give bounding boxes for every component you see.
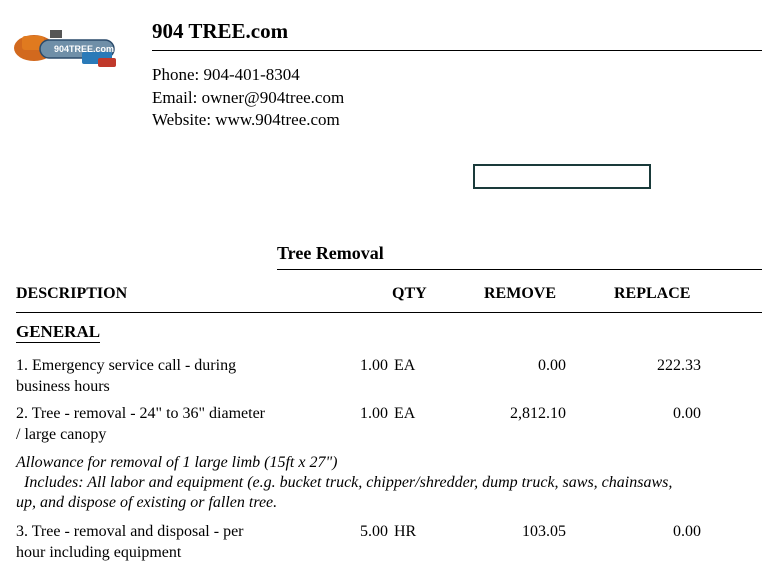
item-qty: 5.00 — [360, 523, 388, 540]
section-title: Tree Removal — [277, 243, 384, 263]
item-qty: 1.00 — [360, 357, 388, 374]
item-description — [16, 521, 326, 563]
note-line: Includes: All labor and equipment (e.g. bucket truck, chipper/shredder, dump truck, saws, chainsaws, — [24, 474, 673, 491]
item-description — [16, 403, 326, 445]
item-description-line: 3. Tree - removal and disposal - per — [16, 523, 244, 540]
item-unit: HR — [394, 523, 417, 540]
note-line: up, and dispose of existing or fallen tree. — [16, 494, 278, 511]
column-header-remove: REMOVE — [484, 285, 556, 302]
column-header-description: DESCRIPTION — [16, 285, 128, 302]
column-header-replace: REPLACE — [614, 285, 691, 302]
item-replace: 222.33 — [657, 357, 701, 374]
item-description-line: 2. Tree - removal - 24" to 36" diameter — [16, 405, 266, 422]
item-unit: EA — [394, 357, 416, 374]
section-divider — [277, 269, 762, 270]
company-logo — [10, 14, 124, 72]
item-unit: EA — [394, 405, 416, 422]
contact-phone: Phone: 904-401-8304 — [152, 65, 300, 84]
item-remove: 0.00 — [538, 357, 566, 374]
contact-website: Website: www.904tree.com — [152, 110, 340, 129]
item-description-line: business hours — [16, 378, 110, 395]
item-description — [16, 355, 326, 397]
company-name: 904 TREE.com — [152, 19, 289, 43]
item-description-line: hour including equipment — [16, 544, 182, 561]
column-header-qty: QTY — [392, 285, 427, 302]
item-remove: 103.05 — [522, 523, 566, 540]
header-divider — [152, 50, 762, 51]
item-replace: 0.00 — [673, 405, 701, 422]
item-description-line: 1. Emergency service call - during — [16, 357, 237, 374]
item-description-line: / large canopy — [16, 426, 107, 443]
contact-email: Email: owner@904tree.com — [152, 88, 345, 107]
group-title: GENERAL — [16, 322, 101, 341]
item-remove: 2,812.10 — [510, 405, 566, 422]
item-note — [16, 453, 766, 513]
blank-field-box — [473, 164, 651, 189]
note-line: Allowance for removal of 1 large limb (15ft x 27") — [16, 454, 338, 471]
item-qty: 1.00 — [360, 405, 388, 422]
table-header-divider — [16, 312, 762, 313]
item-replace: 0.00 — [673, 523, 701, 540]
logo-text: 904TREE.com — [54, 44, 115, 54]
